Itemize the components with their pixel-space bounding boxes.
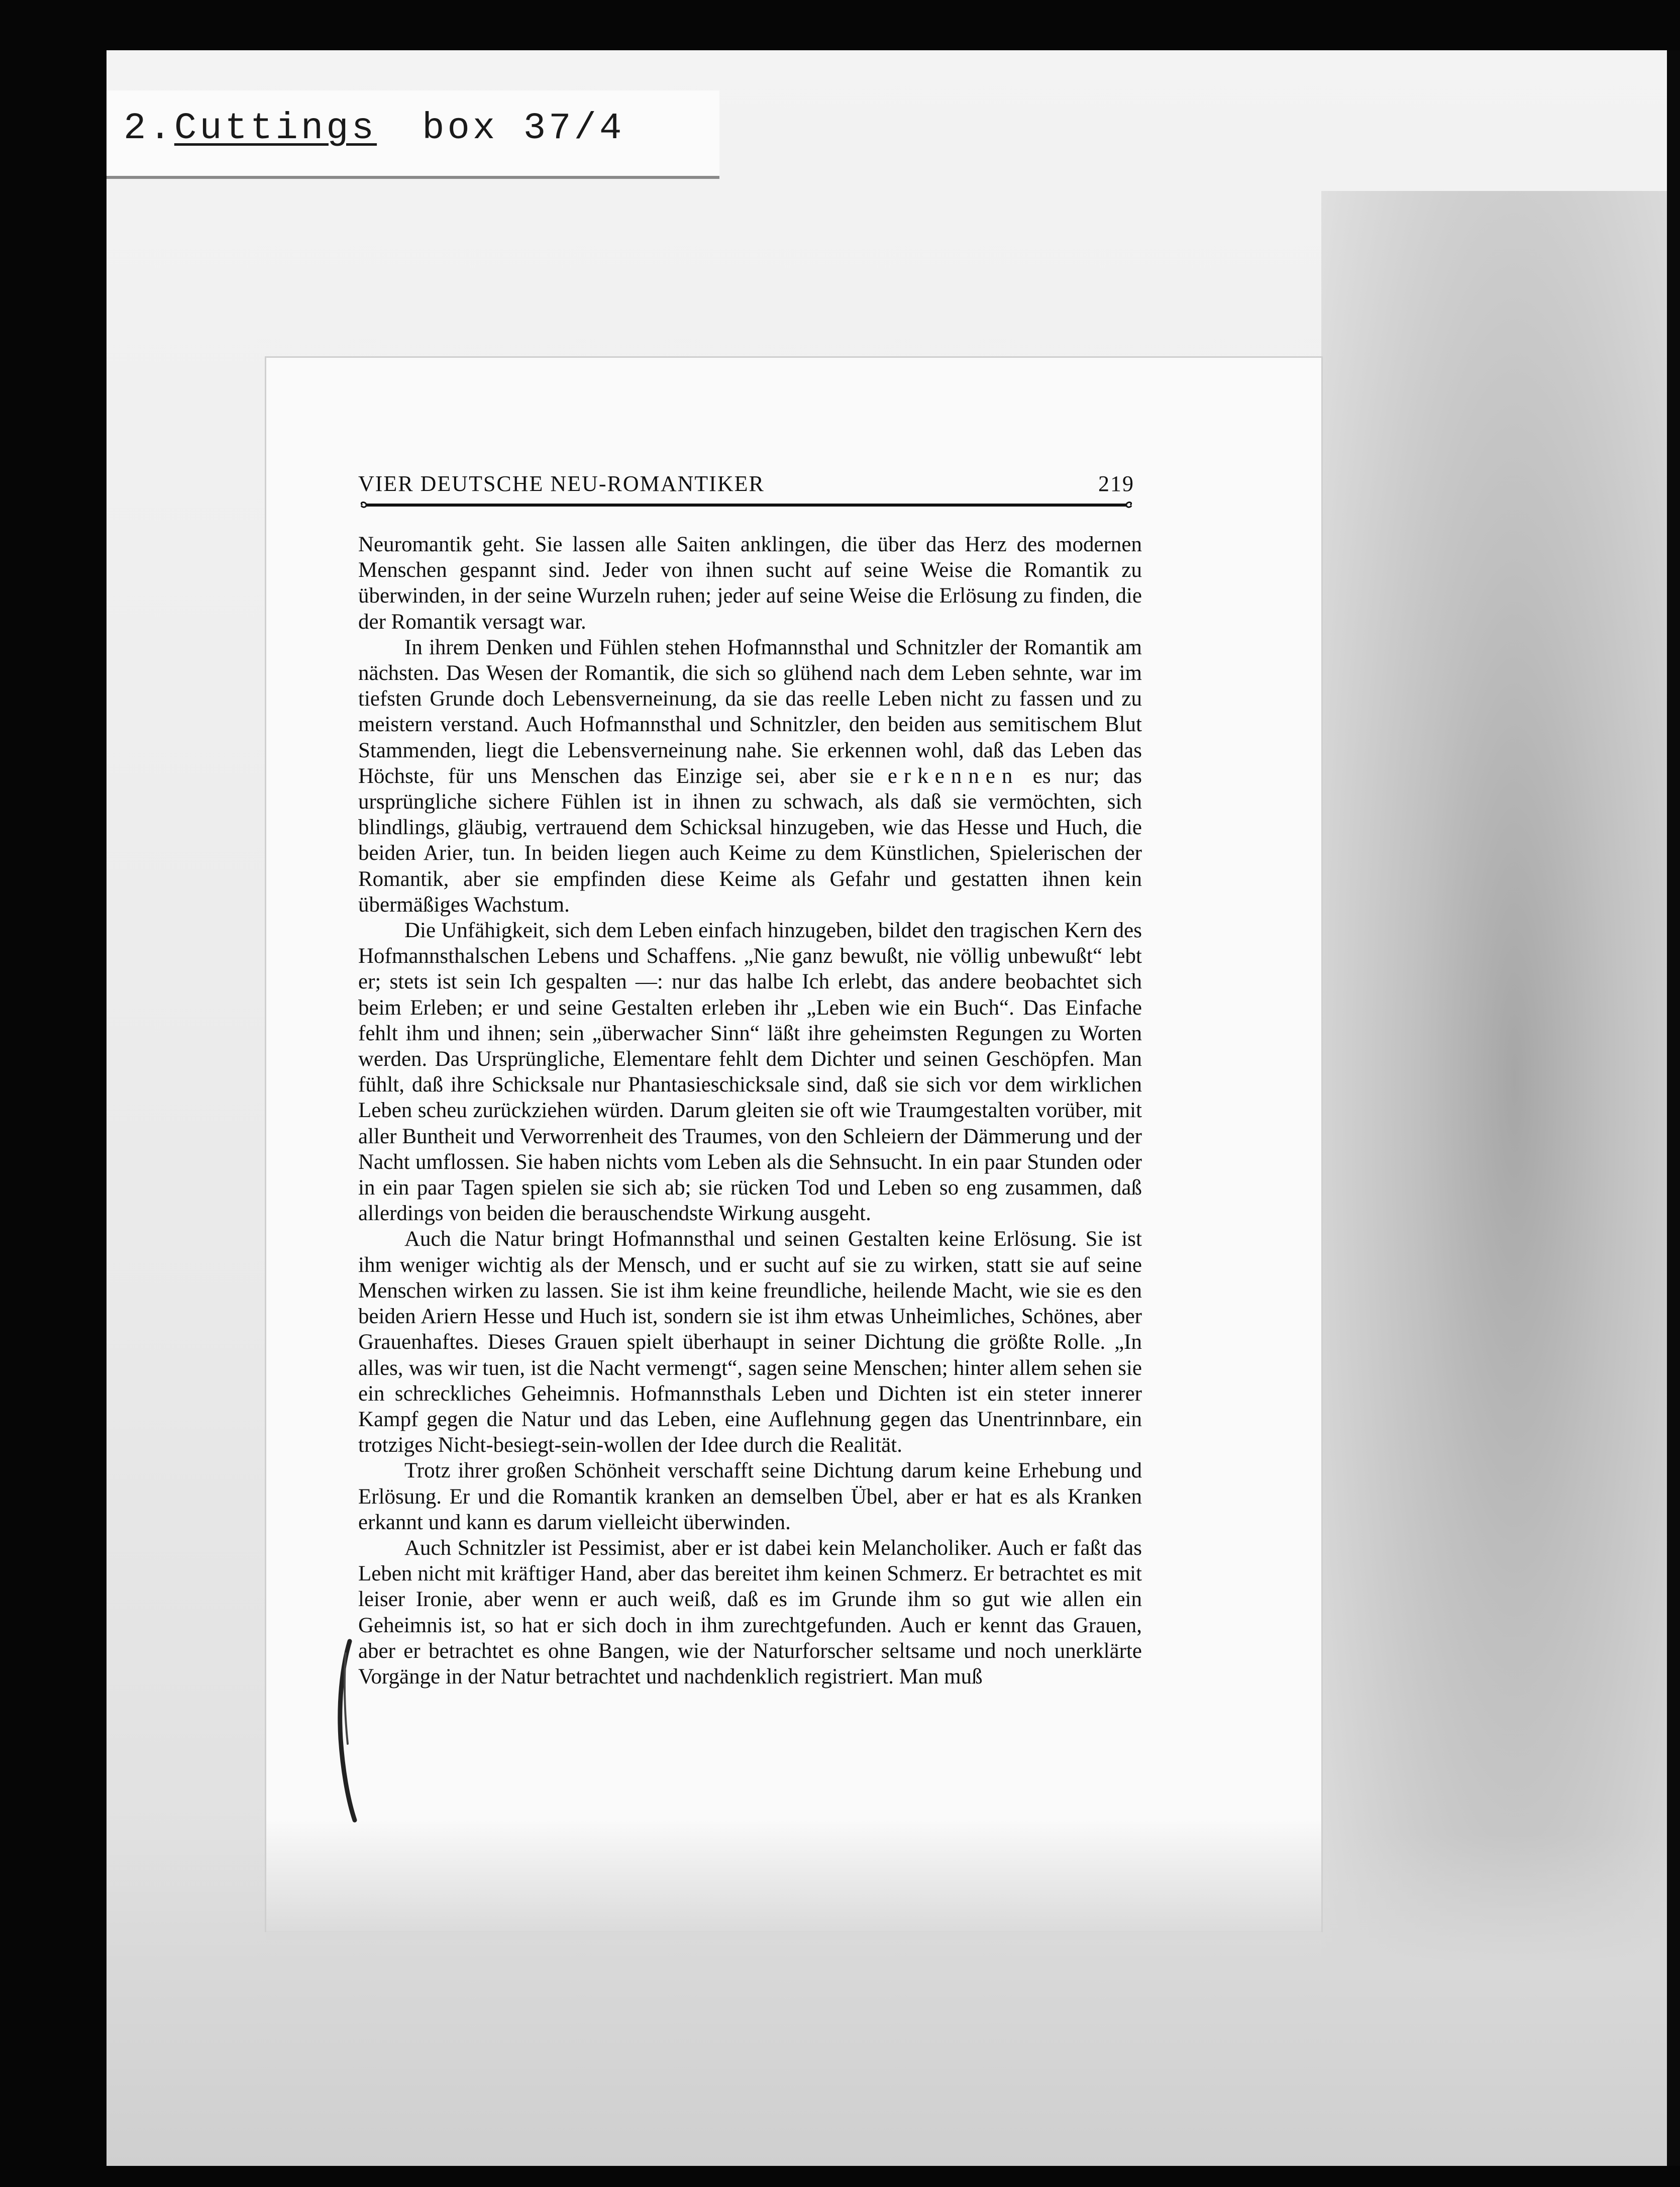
- archive-label-category: Cuttings: [174, 108, 377, 150]
- paragraph: Neuromantik geht. Sie lassen alle Saiten anklingen, die über das Herz des modernen Menschen gespannt sind. Jeder von ihnen sucht auf seine Weise die Romantik zu überwinden, in der seine Wurzeln ruhen; jeder auf seine Weise die Erlösung zu finden, die der Romantik versagt war.: [358, 533, 1142, 634]
- page-number: 219: [1098, 471, 1134, 496]
- paragraph: Auch Schnitzler ist Pessimist, aber er ist dabei kein Melancholiker. Auch er faßt das Leben nicht mit kräftiger Hand, aber das bereitet ihm keinen Schmerz. Er betrachtet es mit leiser Ironie, aber wenn er auch weiß, daß es im Grunde ihm so gut wie allen ein Geheimnis ist, so hat er sich doch in ihm zurechtgefunden. Auch er kennt das Grauen, aber er betrachtet es ohne Bangen, wie der Naturforscher seltsame und noch unerklärte Vorgänge in der Natur betrachtet und nachdenklich registriert. Man muß: [358, 1536, 1142, 1688]
- paragraph: Auch die Natur bringt Hofmannsthal und seinen Gestalten keine Erlösung. Sie ist ihm weniger wichtig als der Mensch, und er sucht auf sie zu wirken, statt sie auf seine Menschen wirken zu lassen. Sie ist ihm keine freundliche, heilende Macht, wie sie es den beiden Ariern Hesse und Huch ist, sondern sie ist ihm etwas Unheimliches, Schönes, aber Grauenhaftes. Dieses Grauen spielt überhaupt in seiner Dichtung die größte Rolle. „In alles, was wir tuen, ist die Nacht vermengt“, sagen seine Menschen; hinter allem sehen sie ein schreckliches Geheimnis. Hofmannsthals Leben und Dichten ist ein steter innerer Kampf gegen die Natur und das Leben, eine Auflehnung gegen das Unentrinnbare, ein trotziges Nicht-besiegt-sein-wollen der Idee durch die Realität.: [358, 1227, 1142, 1457]
- paragraph: [358, 635, 1142, 918]
- emphasized-word: erkennen: [887, 764, 1019, 788]
- article-body: [358, 532, 1142, 1689]
- archive-label-index: 2.: [124, 108, 174, 150]
- running-head-title: VIER DEUTSCHE NEU-ROMANTIKER: [358, 471, 765, 496]
- paragraph-text: es nur; das ursprüngliche sichere Fühlen ist in ihnen zu schwach, als daß sie vermöchten, sich blindlings, gläubig, vertrauend dem Schicksal hinzugeben, wie das Hesse und Huch, die beiden Arier, tun. In beiden liegen auch Keime zu dem Künstlichen, Spielerischen der Romantik, aber sie empfinden diese Keime als Gefahr und gestatten ihnen kein übermäßiges Wachstum.: [358, 764, 1142, 917]
- marginal-pencil-mark: [335, 1638, 360, 1824]
- board-edge: [1667, 50, 1680, 2166]
- paragraph-text: In ihrem Denken und Fühlen stehen Hofmannsthal und Schnitzler der Romantik am nächsten. Das Wesen der Romantik, die sich so glühend nach dem Leben sehnte, war im tiefsten Grunde doch Lebensverneinung, da sie das reelle Leben nicht zu fassen und zu meistern verstand. Auch Hofmannsthal und Schnitzler, den beiden aus semitischem Blut Stammenden, liegt die Lebensverneinung nahe. Sie erkennen wohl, daß das Leben das Höchste, für uns Menschen das Einzige sei, aber sie: [358, 635, 1142, 788]
- paragraph: Die Unfähigkeit, sich dem Leben einfach hinzugeben, bildet den tragischen Kern des Hofmannsthalschen Lebens und Schaffens. „Nie ganz bewußt, nie völlig unbewußt“ lebt er; stets ist sein Ich gespalten —: nur das halbe Ich erlebt, das andere beobachtet sich beim Erleben; er und seine Gestalten erleben ihr „Leben wie ein Buch“. Das Einfache fehlt ihm und ihnen; sein „überwacher Sinn“ läßt ihre geheimsten Regungen zu Worten werden. Das Ursprüngliche, Elementare fehlt dem Dichter und seinen Geschöpfen. Man fühlt, daß ihre Schicksale nur Phantasieschicksale sind, daß sie sich vor dem wirklichen Leben scheu zurückziehen würden. Darum gleiten sie oft wie Traumgestalten vorüber, mit aller Buntheit und Verworrenheit des Traumes, von den Schleiern der Dämmerung und der Nacht umflossen. Sie haben nichts vom Leben als die Sehnsucht. In ein paar Stunden oder in ein paar Tagen spielen sie sich ab; sie rücken Tod und Leben so eng zusammen, daß allerdings von beiden die berauschendste Wirkung ausgeht.: [358, 919, 1142, 1226]
- page-bottom-shadow: [266, 1819, 1321, 1940]
- paragraph: Trotz ihrer großen Schönheit verschafft seine Dichtung darum keine Erhebung und Erlösung. Er und die Romantik kranken an demselben Übel, aber er hat es als Kranken erkannt und kann es darum vielleicht überwinden.: [358, 1459, 1142, 1534]
- archive-label-box: box 37/4: [422, 108, 625, 150]
- running-head: [358, 461, 1134, 496]
- ornamental-rule: [358, 501, 1134, 510]
- archive-label: [124, 98, 624, 159]
